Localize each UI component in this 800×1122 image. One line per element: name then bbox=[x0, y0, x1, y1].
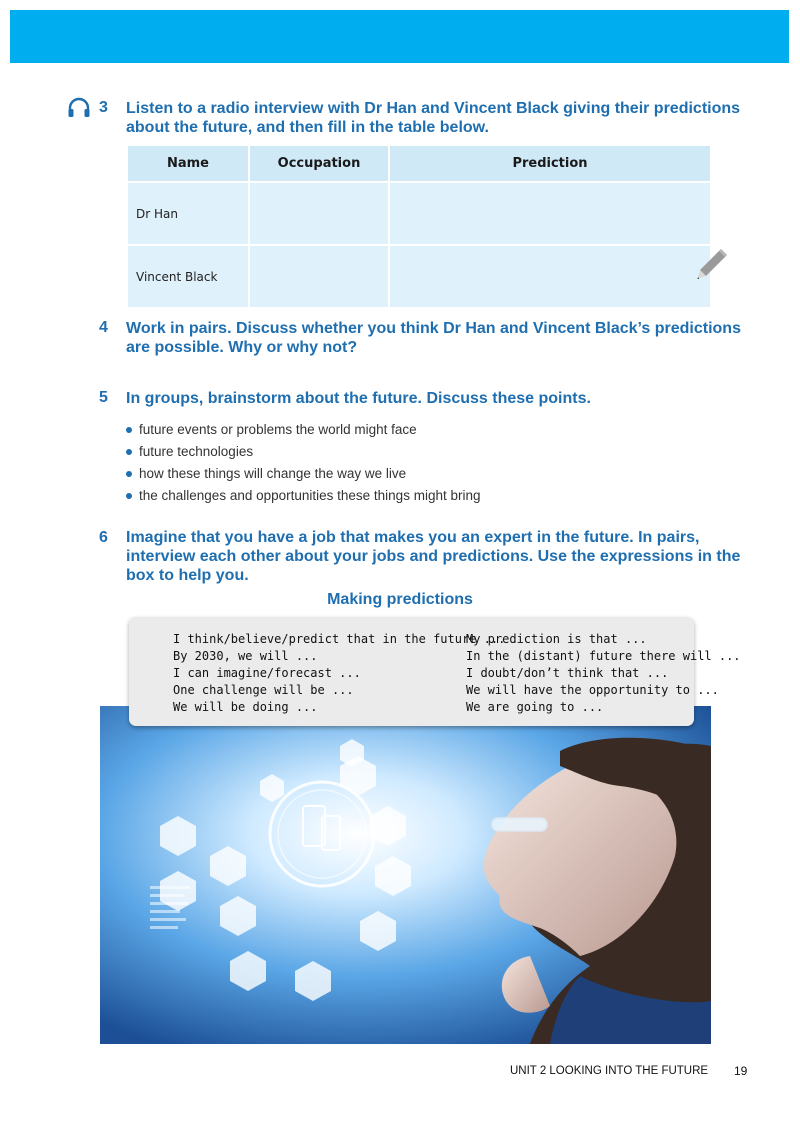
expression-item: By 2030, we will ... bbox=[173, 649, 318, 663]
top-banner bbox=[10, 10, 789, 63]
list-item: future technologies bbox=[126, 441, 480, 463]
exercise-3-number: 3 bbox=[99, 99, 108, 116]
exercise-4-line-1: Work in pairs. Discuss whether you think Dr Han and Vincent Black’s predictions bbox=[126, 320, 741, 337]
futuristic-photo bbox=[100, 706, 711, 1044]
exercise-6-line-2: interview each other about your jobs and predictions. Use the expressions in the bbox=[126, 548, 741, 565]
cell-occupation[interactable] bbox=[249, 245, 389, 307]
box-title: Making predictions bbox=[327, 591, 473, 608]
exercise-6-instruction bbox=[126, 528, 740, 585]
cell-name: Vincent Black bbox=[128, 245, 249, 307]
list-item: the challenges and opportunities these things might bring bbox=[126, 485, 480, 507]
headphones-icon bbox=[67, 97, 91, 119]
cell-name: Dr Han bbox=[128, 182, 249, 245]
pencil-icon bbox=[694, 246, 730, 282]
expression-item: I can imagine/forecast ... bbox=[173, 666, 361, 680]
cell-prediction[interactable] bbox=[389, 182, 710, 245]
header-occupation: Occupation bbox=[249, 146, 389, 182]
discussion-points-list bbox=[126, 419, 480, 507]
expression-item: I think/believe/predict that in the future ... bbox=[173, 632, 506, 646]
exercise-5-number: 5 bbox=[99, 389, 108, 406]
list-item: how these things will change the way we live bbox=[126, 463, 480, 485]
expression-item: We will have the opportunity to ... bbox=[466, 683, 719, 697]
table-row bbox=[128, 182, 710, 245]
predictions-table bbox=[128, 146, 710, 307]
unit-footer: UNIT 2 LOOKING INTO THE FUTURE bbox=[510, 1065, 709, 1077]
making-predictions-box bbox=[129, 617, 741, 726]
exercise-4-number: 4 bbox=[99, 319, 108, 336]
table-header-row bbox=[128, 146, 710, 182]
cell-occupation[interactable] bbox=[249, 182, 389, 245]
exercise-6-number: 6 bbox=[99, 529, 108, 546]
table-row bbox=[128, 245, 710, 307]
expressions-right-column bbox=[466, 631, 741, 716]
exercise-3-line-2: about the future, and then fill in the table below. bbox=[126, 119, 489, 136]
exercise-5-instruction: In groups, brainstorm about the future. Discuss these points. bbox=[126, 390, 591, 407]
exercise-3-line-1: Listen to a radio interview with Dr Han and Vincent Black giving their predictions bbox=[126, 100, 741, 117]
expression-item: We are going to ... bbox=[466, 700, 604, 714]
expression-item: We will be doing ... bbox=[173, 700, 318, 714]
exercise-4-line-2: are possible. Why or why not? bbox=[126, 339, 358, 356]
expressions-left-column bbox=[173, 631, 505, 716]
exercise-6-line-3: box to help you. bbox=[126, 567, 249, 584]
exercise-3-instruction bbox=[126, 99, 740, 137]
exercise-6-line-1: Imagine that you have a job that makes you an expert in the future. In pairs, bbox=[126, 529, 700, 546]
header-prediction: Prediction bbox=[389, 146, 710, 182]
expression-item: I doubt/don’t think that ... bbox=[466, 666, 669, 680]
expression-item: My prediction is that ... bbox=[466, 632, 647, 646]
expression-item: One challenge will be ... bbox=[173, 683, 354, 697]
exercise-4-instruction bbox=[126, 319, 741, 357]
expression-item: In the (distant) future there will ... bbox=[466, 649, 741, 663]
list-item: future events or problems the world might face bbox=[126, 419, 480, 441]
header-name: Name bbox=[128, 146, 249, 182]
cell-prediction[interactable] bbox=[389, 245, 710, 307]
page-number: 19 bbox=[734, 1064, 748, 1078]
